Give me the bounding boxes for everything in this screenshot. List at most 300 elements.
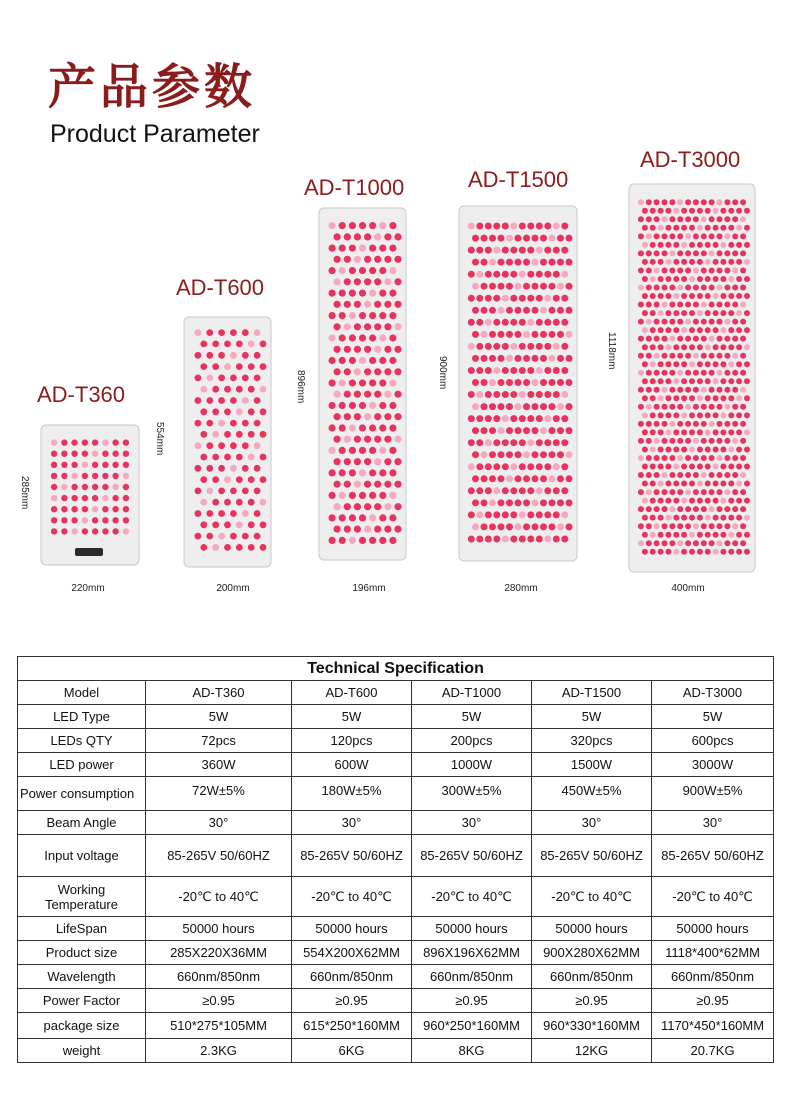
led-dot — [472, 427, 479, 434]
led-dot — [677, 540, 683, 546]
led-dot — [248, 408, 255, 415]
led-dot — [502, 487, 509, 494]
led-dot — [502, 247, 509, 254]
led-dot — [359, 290, 366, 297]
led-dot — [540, 331, 547, 338]
led-dot — [506, 475, 513, 482]
led-dot — [242, 488, 249, 495]
led-dot — [650, 464, 656, 470]
led-dot — [339, 379, 346, 386]
led-dot — [665, 464, 671, 470]
table-cell: 85-265V 50/60HZ — [532, 835, 652, 877]
table-cell: ≥0.95 — [412, 989, 532, 1013]
led-dot — [720, 344, 726, 350]
led-dot — [349, 537, 356, 544]
led-dot — [248, 431, 255, 438]
led-dot — [92, 528, 98, 534]
table-row-label: Power consumption — [18, 777, 146, 811]
led-dot — [685, 353, 691, 359]
table-header-cell: AD-T1500 — [532, 681, 652, 705]
led-dot — [527, 487, 534, 494]
led-dot — [260, 544, 267, 551]
led-dot — [744, 378, 750, 384]
led-dot — [344, 436, 351, 443]
led-dot — [658, 327, 664, 333]
product-model-label: AD-T1500 — [468, 167, 569, 192]
led-dot — [349, 267, 356, 274]
led-dot — [51, 462, 57, 468]
led-dot — [697, 361, 703, 367]
led-dot — [566, 307, 573, 314]
led-dot — [693, 233, 699, 239]
led-dot — [689, 242, 695, 248]
led-dot — [681, 259, 687, 265]
led-dot — [717, 523, 723, 529]
led-dot — [646, 319, 652, 325]
led-dot — [736, 429, 742, 435]
led-dot — [744, 549, 750, 555]
led-dot — [369, 222, 376, 229]
led-dot — [557, 331, 564, 338]
led-dot — [693, 540, 699, 546]
led-dot — [693, 387, 699, 393]
led-dot — [349, 312, 356, 319]
led-panel-graphic — [318, 207, 411, 565]
led-dot — [527, 511, 534, 518]
led-dot — [498, 379, 505, 386]
led-dot — [665, 327, 671, 333]
led-dot — [359, 312, 366, 319]
led-dot — [646, 285, 652, 291]
led-dot — [468, 319, 475, 326]
led-dot — [646, 199, 652, 205]
led-dot — [236, 476, 243, 483]
led-dot — [658, 395, 664, 401]
led-dot — [673, 208, 679, 214]
led-dot — [736, 225, 742, 231]
led-dot — [540, 379, 547, 386]
led-dot — [339, 447, 346, 454]
led-dot — [344, 233, 351, 240]
led-dot — [493, 463, 500, 470]
led-dot — [468, 367, 475, 374]
led-dot — [260, 341, 267, 348]
led-dot — [728, 310, 734, 316]
table-cell: 20.7KG — [652, 1039, 774, 1063]
table-cell: 50000 hours — [652, 917, 774, 941]
led-dot — [724, 233, 730, 239]
led-dot — [642, 225, 648, 231]
led-dot — [102, 528, 108, 534]
led-dot — [92, 506, 98, 512]
led-dot — [123, 506, 129, 512]
led-dot — [685, 523, 691, 529]
led-dot — [329, 402, 336, 409]
led-dot — [389, 537, 396, 544]
led-dot — [379, 357, 386, 364]
led-dot — [713, 259, 719, 265]
led-dot — [236, 521, 243, 528]
table-cell: 1170*450*160MM — [652, 1013, 774, 1039]
led-dot — [724, 472, 730, 478]
led-dot — [481, 499, 488, 506]
led-dot — [561, 247, 568, 254]
led-dot — [218, 352, 225, 359]
led-dot — [200, 454, 207, 461]
led-dot — [329, 267, 336, 274]
led-dot — [685, 421, 691, 427]
led-dot — [642, 378, 648, 384]
led-dot — [646, 302, 652, 308]
led-dot — [334, 233, 341, 240]
led-dot — [642, 395, 648, 401]
led-dot — [638, 216, 644, 222]
led-dot — [638, 438, 644, 444]
table-cell: 72pcs — [146, 729, 292, 753]
led-dot — [720, 208, 726, 214]
height-dimension: 554mm — [154, 422, 165, 456]
led-dot — [468, 247, 475, 254]
led-panel-graphic — [628, 183, 760, 577]
led-dot — [638, 285, 644, 291]
led-dot — [493, 367, 500, 374]
led-dot — [557, 451, 564, 458]
led-dot — [673, 259, 679, 265]
led-dot — [476, 247, 483, 254]
led-dot — [658, 429, 664, 435]
led-dot — [709, 489, 715, 495]
led-dot — [740, 387, 746, 393]
led-dot — [662, 438, 668, 444]
led-dot — [354, 368, 361, 375]
led-dot — [92, 495, 98, 501]
led-dot — [519, 271, 526, 278]
led-dot — [638, 421, 644, 427]
led-dot — [123, 462, 129, 468]
led-dot — [654, 455, 660, 461]
led-dot — [334, 481, 341, 488]
led-dot — [553, 271, 560, 278]
led-dot — [519, 391, 526, 398]
led-dot — [123, 439, 129, 445]
led-dot — [540, 523, 547, 530]
led-dot — [693, 353, 699, 359]
led-dot — [638, 199, 644, 205]
led-dot — [230, 510, 237, 517]
table-row — [18, 1039, 774, 1063]
led-dot — [744, 498, 750, 504]
led-dot — [544, 319, 551, 326]
led-dot — [654, 438, 660, 444]
led-dot — [61, 484, 67, 490]
led-dot — [549, 427, 556, 434]
led-dot — [701, 302, 707, 308]
led-dot — [709, 353, 715, 359]
led-dot — [364, 391, 371, 398]
led-dot — [260, 476, 267, 483]
led-dot — [681, 361, 687, 367]
led-dot — [61, 495, 67, 501]
led-dot — [493, 511, 500, 518]
led-dot — [359, 514, 366, 521]
led-dot — [71, 506, 77, 512]
table-body — [18, 705, 774, 1063]
led-dot — [740, 438, 746, 444]
led-dot — [732, 438, 738, 444]
led-dot — [709, 387, 715, 393]
led-dot — [669, 199, 675, 205]
led-dot — [717, 421, 723, 427]
led-dot — [536, 391, 543, 398]
led-dot — [717, 319, 723, 325]
led-dot — [650, 242, 656, 248]
led-dot — [384, 458, 391, 465]
led-dot — [379, 267, 386, 274]
led-dot — [532, 451, 539, 458]
led-dot — [662, 472, 668, 478]
led-dot — [685, 506, 691, 512]
led-dot — [744, 464, 750, 470]
led-dot — [557, 379, 564, 386]
led-dot — [359, 537, 366, 544]
led-dot — [736, 344, 742, 350]
led-dot — [364, 368, 371, 375]
led-dot — [732, 268, 738, 274]
led-dot — [650, 361, 656, 367]
led-dot — [532, 307, 539, 314]
led-dot — [236, 544, 243, 551]
led-dot — [689, 498, 695, 504]
led-dot — [544, 223, 551, 230]
led-dot — [717, 438, 723, 444]
led-dot — [744, 242, 750, 248]
led-dot — [677, 404, 683, 410]
led-dot — [717, 285, 723, 291]
led-dot — [717, 250, 723, 256]
led-dot — [654, 233, 660, 239]
led-dot — [701, 250, 707, 256]
led-dot — [112, 506, 118, 512]
led-dot — [481, 307, 488, 314]
led-dot — [472, 355, 479, 362]
led-dot — [669, 404, 675, 410]
table-cell: 30° — [412, 811, 532, 835]
led-dot — [689, 293, 695, 299]
table-row-label: Working Temperature — [18, 877, 146, 917]
led-dot — [701, 421, 707, 427]
led-dot — [536, 463, 543, 470]
led-dot — [658, 310, 664, 316]
led-dot — [379, 424, 386, 431]
led-dot — [709, 285, 715, 291]
led-dot — [557, 307, 564, 314]
led-dot — [681, 344, 687, 350]
led-dot — [359, 469, 366, 476]
table-cell: 180W±5% — [292, 777, 412, 811]
led-dot — [732, 199, 738, 205]
led-dot — [260, 521, 267, 528]
led-dot — [736, 549, 742, 555]
led-dot — [334, 301, 341, 308]
led-dot — [485, 463, 492, 470]
led-dot — [369, 267, 376, 274]
led-dot — [685, 285, 691, 291]
led-dot — [523, 331, 530, 338]
led-dot — [685, 370, 691, 376]
led-dot — [673, 225, 679, 231]
led-dot — [724, 455, 730, 461]
led-dot — [82, 439, 88, 445]
led-dot — [394, 301, 401, 308]
led-dot — [515, 499, 522, 506]
led-dot — [685, 489, 691, 495]
led-dot — [654, 285, 660, 291]
led-dot — [685, 233, 691, 239]
led-dot — [744, 225, 750, 231]
led-dot — [724, 336, 730, 342]
led-dot — [92, 451, 98, 457]
led-dot — [720, 498, 726, 504]
led-dot — [728, 208, 734, 214]
led-dot — [697, 276, 703, 282]
led-dot — [389, 447, 396, 454]
led-dot — [744, 344, 750, 350]
led-dot — [498, 355, 505, 362]
led-dot — [394, 346, 401, 353]
led-dot — [732, 250, 738, 256]
led-dot — [658, 532, 664, 538]
led-dot — [540, 451, 547, 458]
led-dot — [669, 438, 675, 444]
led-dot — [654, 216, 660, 222]
led-dot — [354, 503, 361, 510]
led-dot — [51, 473, 57, 479]
led-dot — [724, 216, 730, 222]
led-dot — [544, 415, 551, 422]
led-dot — [212, 476, 219, 483]
led-dot — [693, 523, 699, 529]
led-dot — [701, 404, 707, 410]
led-dot — [485, 536, 492, 543]
table-cell: 510*275*105MM — [146, 1013, 292, 1039]
led-dot — [476, 367, 483, 374]
led-dot — [506, 451, 513, 458]
led-dot — [544, 391, 551, 398]
led-dot — [123, 473, 129, 479]
led-dot — [498, 427, 505, 434]
led-dot — [681, 378, 687, 384]
led-dot — [673, 412, 679, 418]
led-dot — [506, 379, 513, 386]
led-dot — [732, 540, 738, 546]
led-dot — [642, 481, 648, 487]
led-dot — [642, 429, 648, 435]
led-dot — [697, 242, 703, 248]
led-dot — [536, 271, 543, 278]
led-dot — [665, 395, 671, 401]
led-dot — [329, 357, 336, 364]
led-dot — [549, 259, 556, 266]
led-dot — [665, 293, 671, 299]
table-cell: 72W±5% — [146, 777, 292, 811]
led-dot — [493, 319, 500, 326]
led-dot — [638, 472, 644, 478]
led-dot — [364, 256, 371, 263]
led-dot — [736, 412, 742, 418]
led-dot — [489, 235, 496, 242]
led-dot — [717, 370, 723, 376]
led-dot — [665, 481, 671, 487]
led-dot — [468, 295, 475, 302]
led-dot — [502, 295, 509, 302]
led-dot — [720, 447, 726, 453]
led-dot — [720, 310, 726, 316]
led-dot — [553, 343, 560, 350]
table-cell: 600W — [292, 753, 412, 777]
led-dot — [51, 528, 57, 534]
led-dot — [200, 341, 207, 348]
table-header-cell: Model — [18, 681, 146, 705]
table-row-label: LEDs QTY — [18, 729, 146, 753]
led-dot — [689, 515, 695, 521]
led-dot — [230, 488, 237, 495]
led-dot — [493, 271, 500, 278]
led-dot — [697, 464, 703, 470]
led-dot — [685, 216, 691, 222]
led-dot — [646, 268, 652, 274]
led-dot — [728, 344, 734, 350]
led-dot — [329, 492, 336, 499]
led-dot — [344, 278, 351, 285]
led-dot — [71, 439, 77, 445]
led-dot — [502, 536, 509, 543]
led-dot — [493, 536, 500, 543]
led-dot — [701, 199, 707, 205]
led-dot — [642, 310, 648, 316]
led-dot — [736, 327, 742, 333]
table-row — [18, 729, 774, 753]
led-dot — [566, 235, 573, 242]
led-dot — [493, 391, 500, 398]
led-dot — [102, 439, 108, 445]
led-dot — [472, 451, 479, 458]
led-dot — [736, 276, 742, 282]
led-dot — [673, 532, 679, 538]
led-dot — [566, 283, 573, 290]
led-dot — [242, 510, 249, 517]
led-dot — [553, 415, 560, 422]
led-dot — [736, 498, 742, 504]
led-dot — [523, 307, 530, 314]
led-dot — [485, 511, 492, 518]
led-dot — [681, 412, 687, 418]
led-dot — [493, 487, 500, 494]
led-dot — [374, 256, 381, 263]
led-dot — [71, 473, 77, 479]
led-dot — [493, 295, 500, 302]
led-dot — [481, 403, 488, 410]
led-dot — [476, 536, 483, 543]
led-dot — [498, 451, 505, 458]
led-dot — [693, 421, 699, 427]
led-dot — [665, 498, 671, 504]
led-dot — [389, 379, 396, 386]
led-dot — [557, 235, 564, 242]
led-dot — [515, 355, 522, 362]
panel-housing — [41, 425, 139, 565]
led-dot — [248, 454, 255, 461]
led-dot — [720, 276, 726, 282]
